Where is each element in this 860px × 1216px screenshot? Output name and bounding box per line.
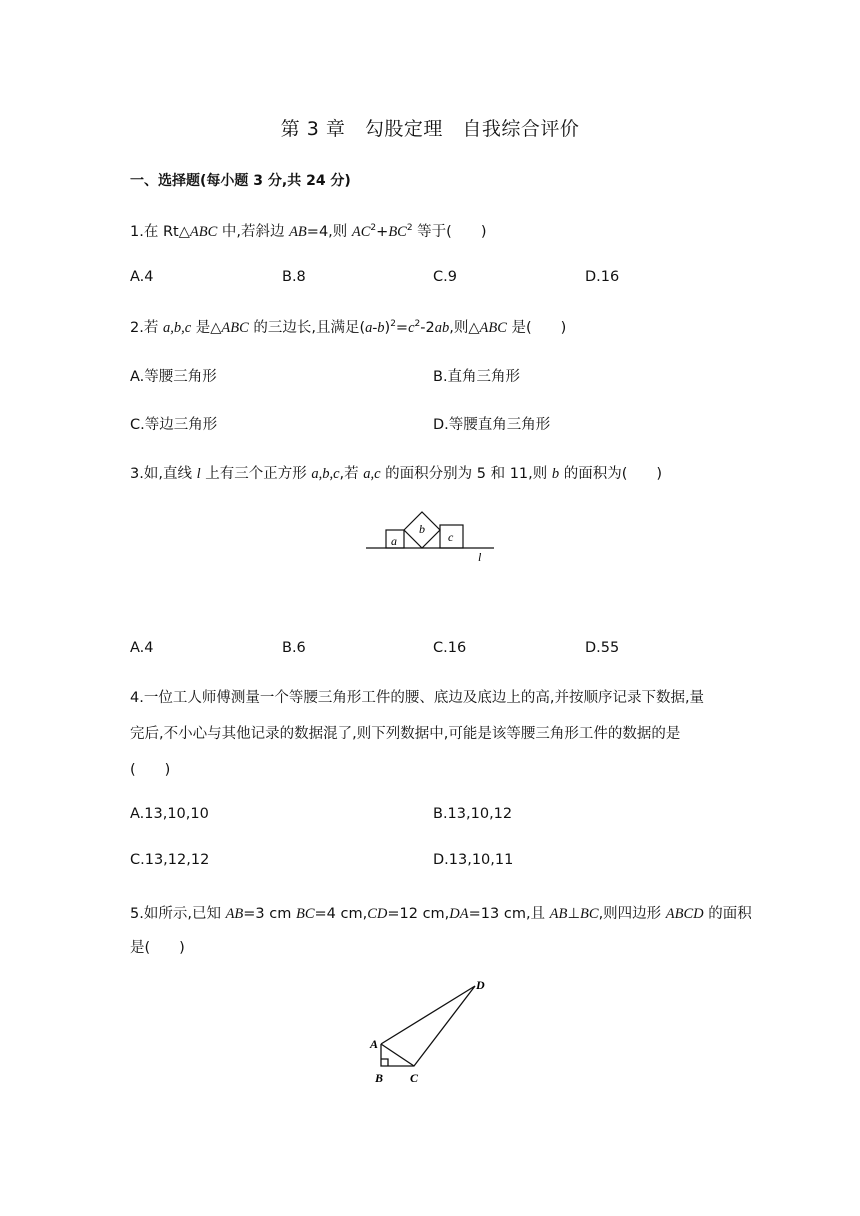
question-5-line-1: 5.如所示,已知 AB=3 cm BC=4 cm,CD=12 cm,DA=13 cm,且 AB⊥BC,则四边形 ABCD 的面积 <box>130 906 752 922</box>
q1-option-b: B.8 <box>282 269 306 285</box>
q3-option-d: D.55 <box>585 640 620 656</box>
label-a: a <box>391 534 397 548</box>
right-angle-mark <box>381 1059 388 1066</box>
label-B: B <box>375 1071 384 1085</box>
q3-option-a: A.4 <box>130 640 154 656</box>
q3-option-b: B.6 <box>282 640 306 656</box>
page-title: 第 3 章 勾股定理 自我综合评价 <box>280 118 580 140</box>
question-2-stem: 2.若 a,b,c 是△ABC 的三边长,且满足$(a-b)^2=c^2-2ab$,则△ABC 是( ) <box>130 319 567 336</box>
q2-option-b: B.直角三角形 <box>433 369 521 385</box>
question-4-line-3: ( ) <box>130 762 171 778</box>
q4-option-b: B.13,10,12 <box>433 806 513 822</box>
label-b: b <box>419 522 425 536</box>
q1-option-a: A.4 <box>130 269 154 285</box>
label-c: c <box>448 530 454 544</box>
section-heading: 一、选择题(每小题 3 分,共 24 分) <box>130 173 351 189</box>
q4-option-c: C.13,12,12 <box>130 852 210 868</box>
label-C: C <box>410 1071 419 1085</box>
label-A: A <box>370 1037 379 1051</box>
question-4-line-2: 完后,不小心与其他记录的数据混了,则下列数据中,可能是该等腰三角形工件的数据的是 <box>130 726 681 742</box>
q1-option-d: D.16 <box>585 269 620 285</box>
squares-on-line-figure <box>360 500 500 566</box>
q2-option-d: D.等腰直角三角形 <box>433 417 551 433</box>
q1-option-c: C.9 <box>433 269 457 285</box>
label-l: l <box>478 550 482 564</box>
q4-option-a: A.13,10,10 <box>130 806 209 822</box>
q3-option-c: C.16 <box>433 640 467 656</box>
label-D: D <box>476 978 485 992</box>
question-4-line-1: 4.一位工人师傅测量一个等腰三角形工件的腰、底边及底边上的高,并按顺序记录下数据,量 <box>130 690 705 706</box>
question-1-stem: 1.在 Rt△ABC 中,若斜边 AB=4,则 $AC^2+BC^2$ 等于( ) <box>130 223 487 240</box>
quadrilateral-abcd-figure <box>360 972 500 1088</box>
q2-option-a: A.等腰三角形 <box>130 369 217 385</box>
question-5-line-2: 是( ) <box>130 940 185 956</box>
diagonal-ac <box>381 1044 414 1066</box>
q4-option-d: D.13,10,11 <box>433 852 514 868</box>
question-3-stem: 3.如,直线 l 上有三个正方形 a,b,c,若 a,c 的面积分别为 5 和 11,则 b 的面积为( ) <box>130 466 663 482</box>
q2-option-c: C.等边三角形 <box>130 417 218 433</box>
